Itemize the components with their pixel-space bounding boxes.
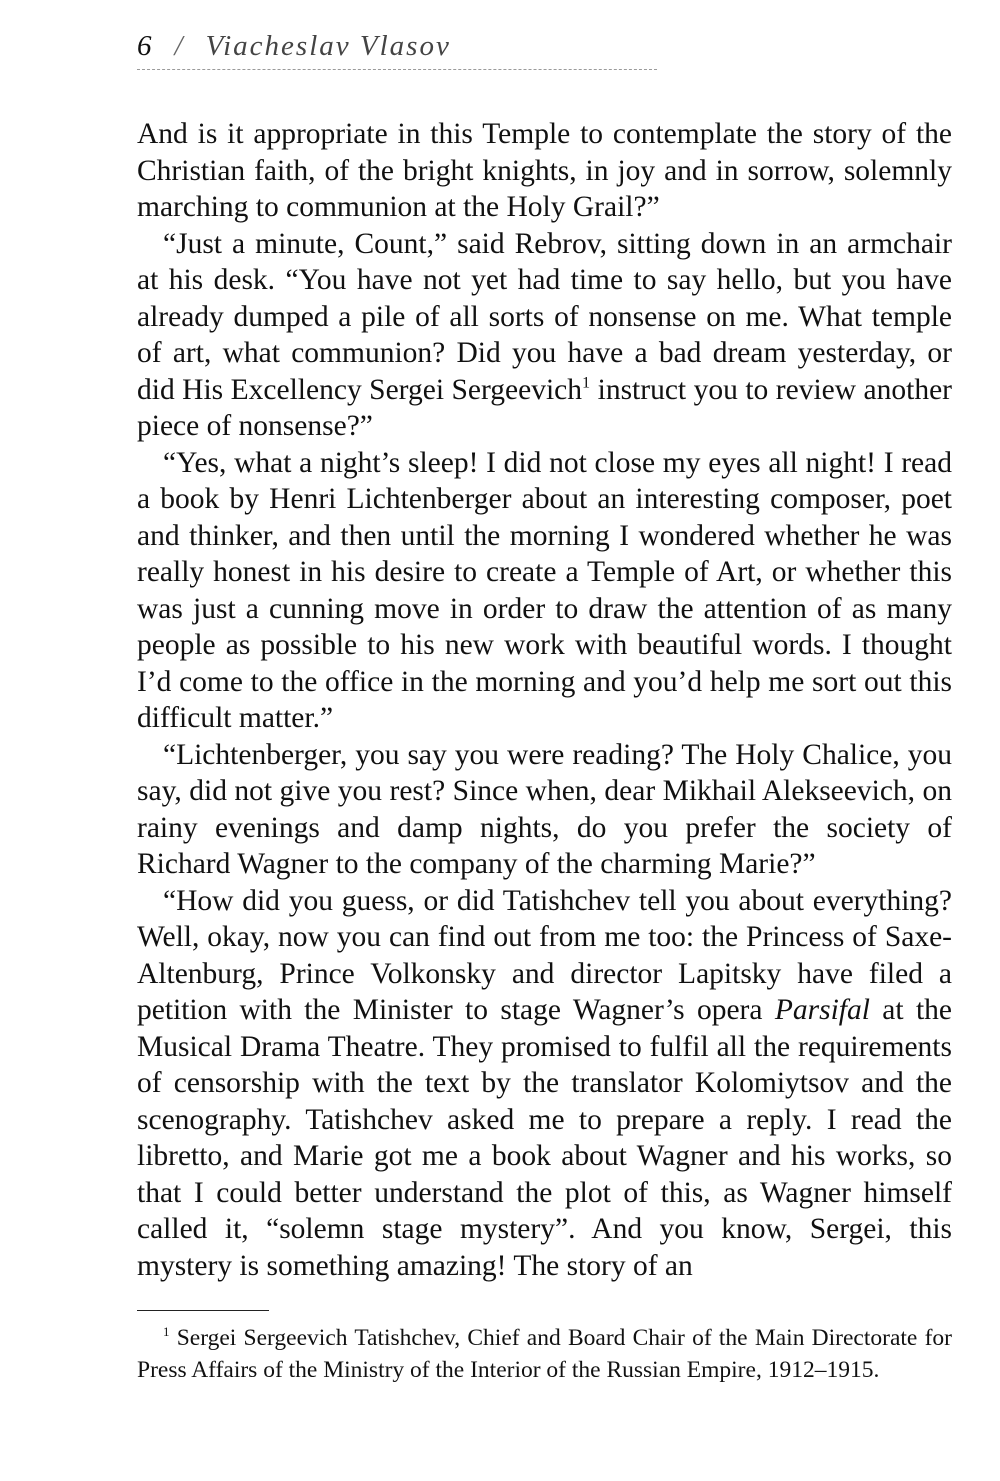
footnote-rule [137, 1310, 269, 1311]
paragraph-2-part-a: “Just a minute, Count,” said Rebrov, sitting down in an armchair at his desk. “You have not yet had time to say hello, but you have already dumped a pile of all sorts of nonsense on me. What temple of art, what communion? Did you have a bad dream yesterday, or did His Excellency Sergei Sergeevich [137, 227, 952, 406]
paragraph-2-part-b: instruct you to review another piece of nonsense?” [137, 373, 952, 442]
footnote-text: Sergei Sergeevich Tatishchev, Chief and Board Chair of the Main Directorate for Press Affairs of the Ministry of the Interior of the Russian Empire, 1912–1915. [137, 1325, 952, 1383]
body-text [137, 116, 952, 1284]
paragraph-5-part-b: at the Musical Drama Theatre. They promised to fulfil all the requirements of censorship with the text by the translator Kolomiytsov and the scenography. Tatishchev asked me to prepare a reply. I read the libretto, and Marie got me a book about Wagner and his works, so that I could better understand the plot of this, as Wagner himself called it, “solemn stage mystery”. And you know, Sergei, this mystery is something amazing! The story of an [137, 994, 952, 1282]
opera-title: Parsifal [774, 994, 870, 1026]
footnote-reference: 1 [582, 373, 591, 392]
running-header [137, 30, 657, 70]
paragraph-5 [137, 883, 952, 1285]
paragraph-5-part-a: “How did you guess, or did Tatishchev tell you about everything? Well, okay, now you can find out from me too: the Princess of Saxe-Altenburg, Prince Volkonsky and director Lapitsky have filed a petition with the Minister to stage Wagner’s opera [137, 884, 952, 1026]
footnote [137, 1322, 952, 1386]
running-title: Viacheslav Vlasov [205, 30, 451, 62]
paragraph-3: “Yes, what a night’s sleep! I did not close my eyes all night! I read a book by Henri Lichtenberger about an interesting composer, poet and thinker, and then until the morning I wondered whether he was really honest in his desire to create a Temple of Art, or whether this was just a cunning move in order to draw the attention of as many people as possible to his new work with beautiful words. I thought I’d come to the office in the morning and you’d help me sort out this difficult matter.” [137, 446, 952, 734]
paragraph-1: And is it appropriate in this Temple to contemplate the story of the Christian faith, of the bright knights, in joy and in sorrow, solemnly marching to communion at the Holy Grail?” [137, 118, 952, 223]
page-number: 6 [137, 30, 153, 62]
footnote-marker: 1 [163, 1323, 170, 1339]
paragraph-2 [137, 226, 952, 445]
paragraph-4: “Lichtenberger, you say you were reading? The Holy Chalice, you say, did not give you rest? Since when, dear Mikhail Alekseevich, on rainy evenings and damp nights, do you prefer the society of Richard Wagner to the company of the charming Marie?” [137, 738, 952, 880]
header-separator: / [174, 30, 184, 62]
